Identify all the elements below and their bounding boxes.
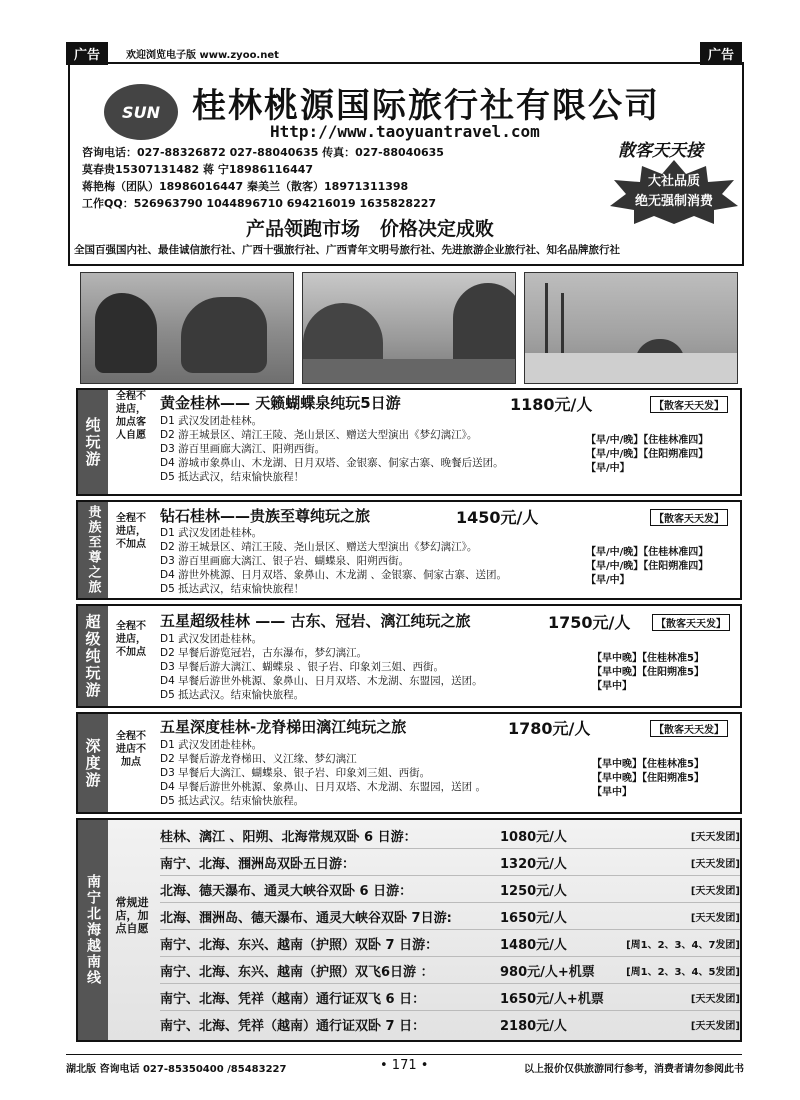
tour-days-2 — [160, 526, 507, 596]
tour-badge-1: 【散客天天发】 — [650, 396, 728, 413]
tagline: 产品领跑市场 价格决定成败 — [246, 218, 494, 240]
meal-info: 【早/中/晚】【住阳朔准四】 — [586, 449, 709, 460]
route-depart: [天天发团] — [690, 832, 740, 843]
quality-badge — [610, 160, 738, 224]
tour-title-4: 五星深度桂林-龙脊梯田漓江纯玩之旅 — [160, 718, 407, 736]
footer-left: 湖北版 咨询电话 027-85350400 /85483227 — [66, 1064, 287, 1075]
day-line: D4 游城市象鼻山、木龙湖、日月双塔、金银寨、侗家古寨、晚餐后送团。 — [160, 457, 504, 469]
route-name: 南宁、北海、东兴、越南（护照）双飞6日游 ： — [160, 965, 434, 980]
day-line: D5 抵达武汉，结束愉快旅程！ — [160, 583, 305, 595]
route-row — [160, 985, 740, 1011]
nanning-note: 常规进店，加点自愿 — [115, 896, 149, 935]
photo-karst-rocks — [80, 272, 294, 384]
route-price: 1250元/人 — [500, 884, 567, 899]
tour-note-2: 全程不进店，不加点 — [116, 513, 146, 550]
tour-price-1: 1180元/人 — [510, 395, 593, 414]
route-name: 北海、德天瀑布、通灵大峡谷双卧 6 日游： — [160, 884, 413, 899]
photo-beach — [524, 272, 738, 384]
contact-line: 工作QQ：526963790 1044896710 694216019 1635828227 — [82, 197, 437, 210]
day-line: D1 武汉发团赴桂林。 — [160, 415, 263, 427]
route-row — [160, 850, 740, 876]
tour-badge-2: 【散客天天发】 — [650, 509, 728, 526]
meal-info: 【早/中/晚】【住阳朔准四】 — [586, 561, 709, 572]
day-line: D4 早餐后游世外桃源、象鼻山、日月双塔、木龙湖、东盟园，送团。 — [160, 675, 483, 687]
route-row — [160, 958, 740, 984]
route-price: 2180元/人 — [500, 1019, 567, 1034]
tour-days-3 — [160, 632, 483, 702]
company-logo: SUN — [104, 84, 178, 140]
tour-title-2: 钻石桂林——贵族至尊纯玩之旅 — [160, 507, 371, 525]
tour-price-3: 1750元/人 — [548, 613, 631, 632]
company-url[interactable]: Http://www.taoyuantravel.com — [270, 122, 540, 141]
day-line: D1 武汉发团赴桂林。 — [160, 633, 263, 645]
route-depart: [天天发团] — [690, 886, 740, 897]
day-line: D4 游世外桃源、日月双塔、象鼻山、木龙湖 、金银寨、侗家古寨、送团。 — [160, 569, 507, 581]
tour-note-1: 全程不进店，加点客人自愿 — [116, 391, 146, 441]
company-name: 桂林桃源国际旅行社有限公司 — [192, 86, 660, 126]
route-depart: [周1、2、3、4、7发团] — [626, 940, 740, 951]
badge-line-1: 大社品质 — [647, 174, 700, 189]
meal-info: 【早/中/晚】【住桂林准四】 — [586, 547, 709, 558]
day-line: D5 抵达武汉，结束愉快旅程！ — [160, 471, 305, 483]
tour-badge-4: 【散客天天发】 — [650, 720, 728, 737]
meal-info: 【早/中】 — [586, 575, 630, 586]
contact-line: 莫春贵15307131482 蒋 宁18986116447 — [82, 163, 314, 176]
route-name: 北海、涠洲岛、德天瀑布、通灵大峡谷双卧 7日游: — [160, 911, 452, 926]
route-depart: [天天发团] — [690, 994, 740, 1005]
route-name: 南宁、北海、东兴、越南（护照）双卧 7 日游： — [160, 938, 439, 953]
day-line: D2 游王城景区、靖江王陵、尧山景区、赠送大型演出《梦幻漓江》。 — [160, 429, 478, 441]
contact-line: 蒋艳梅（团队）18986016447 秦美兰（散客）18971311398 — [82, 180, 409, 193]
tour-badge-3: 【散客天天发】 — [652, 614, 730, 631]
welcome-text: 欢迎浏览电子版 www.zyoo.net — [126, 50, 279, 61]
day-line: D4 早餐后游世外桃源、象鼻山、日月双塔、木龙湖、东盟园，送团 。 — [160, 781, 486, 793]
route-price: 1650元/人+机票 — [500, 992, 604, 1007]
meal-info: 【早/中/晚】【住桂林准四】 — [586, 435, 709, 446]
route-price: 1080元/人 — [500, 830, 567, 845]
category-tour-1: 纯玩游 — [78, 390, 108, 494]
route-price: 1320元/人 — [500, 857, 567, 872]
daily-slogan: 散客天天接 — [618, 141, 703, 161]
day-line: D3 游百里画廊大漓江、阳朔西街。 — [160, 443, 326, 455]
category-tour-3: 超级纯玩游 — [78, 606, 108, 706]
badge-line-2: 绝无强制消费 — [634, 194, 713, 209]
meal-info: 【早中晚】【住桂林准5】 — [592, 759, 704, 770]
meal-info: 【早中晚】【住阳朔准5】 — [592, 667, 704, 678]
ad-tag-right: 广告 — [700, 42, 742, 65]
tour-note-3: 全程不进店，不加点 — [116, 621, 146, 658]
route-row — [160, 904, 740, 930]
honors-line: 全国百强国内社、最佳诚信旅行社、广西十强旅行社、广西青年文明号旅行社、先进旅游企业旅行社、知名品牌旅行社 — [74, 244, 620, 256]
day-line: D5 抵达武汉。结束愉快旅程。 — [160, 689, 305, 701]
photo-li-river — [302, 272, 516, 384]
category-nanning: 南宁北海越南线 — [78, 820, 108, 1040]
meal-info: 【早/中】 — [586, 463, 630, 474]
tour-price-2: 1450元/人 — [456, 508, 539, 527]
tour-note-4: 全程不进店不加点 — [116, 731, 146, 768]
route-price: 1480元/人 — [500, 938, 567, 953]
tour-title-3: 五星超级桂林 —— 古东、冠岩、漓江纯玩之旅 — [160, 612, 471, 630]
day-line: D5 抵达武汉。结束愉快旅程。 — [160, 795, 305, 807]
day-line: D3 早餐后大漓江、蝴蝶泉、银子岩、印象刘三姐、西街。 — [160, 767, 431, 779]
category-tour-2: 贵族至尊之旅 — [78, 502, 108, 598]
route-depart: [周1、2、3、4、5发团] — [626, 967, 740, 978]
tour-title-1: 黄金桂林—— 天籁蝴蝶泉纯玩5日游 — [160, 394, 401, 412]
route-depart: [天天发团] — [690, 913, 740, 924]
meal-info: 【早中】 — [592, 681, 632, 692]
meal-info: 【早中】 — [592, 787, 632, 798]
category-tour-4: 深度游 — [78, 714, 108, 812]
footer-right: 以上报价仅供旅游同行参考，消费者请勿参阅此书 — [524, 1064, 744, 1075]
day-line: D1 武汉发团赴桂林。 — [160, 527, 263, 539]
route-row — [160, 931, 740, 957]
meal-info: 【早中晚】【住阳朔准5】 — [592, 773, 704, 784]
tour-days-1 — [160, 414, 504, 484]
route-price: 1650元/人 — [500, 911, 567, 926]
footer-divider — [66, 1054, 742, 1055]
day-line: D2 早餐后游龙脊梯田、义江缘、梦幻漓江 — [160, 753, 357, 765]
route-name: 南宁、北海、凭祥（越南）通行证双飞 6 日： — [160, 992, 426, 1007]
day-line: D3 早餐后游大漓江、蝴蝶泉 、银子岩、印象刘三姐、西街。 — [160, 661, 444, 673]
page-number: • 171 • — [380, 1058, 429, 1073]
contact-line: 咨询电话：027-88326872 027-88040635 传真：027-88040635 — [82, 146, 444, 159]
route-name: 桂林、漓江 、阳朔、北海常规双卧 6 日游： — [160, 830, 417, 845]
route-price: 980元/人+机票 — [500, 965, 595, 980]
route-depart: [天天发团] — [690, 1021, 740, 1032]
day-line: D2 早餐后游览冠岩，古东瀑布，梦幻漓江。 — [160, 647, 368, 659]
day-line: D2 游王城景区、靖江王陵、尧山景区、赠送大型演出《梦幻漓江》。 — [160, 541, 478, 553]
route-depart: [天天发团] — [690, 859, 740, 870]
tour-price-4: 1780元/人 — [508, 719, 591, 738]
route-name: 南宁、北海、涠洲岛双卧五日游： — [160, 857, 356, 872]
ad-tag-left: 广告 — [66, 42, 108, 65]
route-name: 南宁、北海、凭祥（越南）通行证双卧 7 日： — [160, 1019, 426, 1034]
route-row — [160, 877, 740, 903]
day-line: D1 武汉发团赴桂林。 — [160, 739, 263, 751]
tour-days-4 — [160, 738, 486, 808]
day-line: D3 游百里画廊大漓江、银子岩、蝴蝶泉、阳朔西街。 — [160, 555, 410, 567]
contact-block — [82, 144, 444, 212]
route-row — [160, 1012, 740, 1037]
meal-info: 【早中晚】【住桂林准5】 — [592, 653, 704, 664]
company-box — [68, 62, 744, 266]
route-row — [160, 823, 740, 849]
